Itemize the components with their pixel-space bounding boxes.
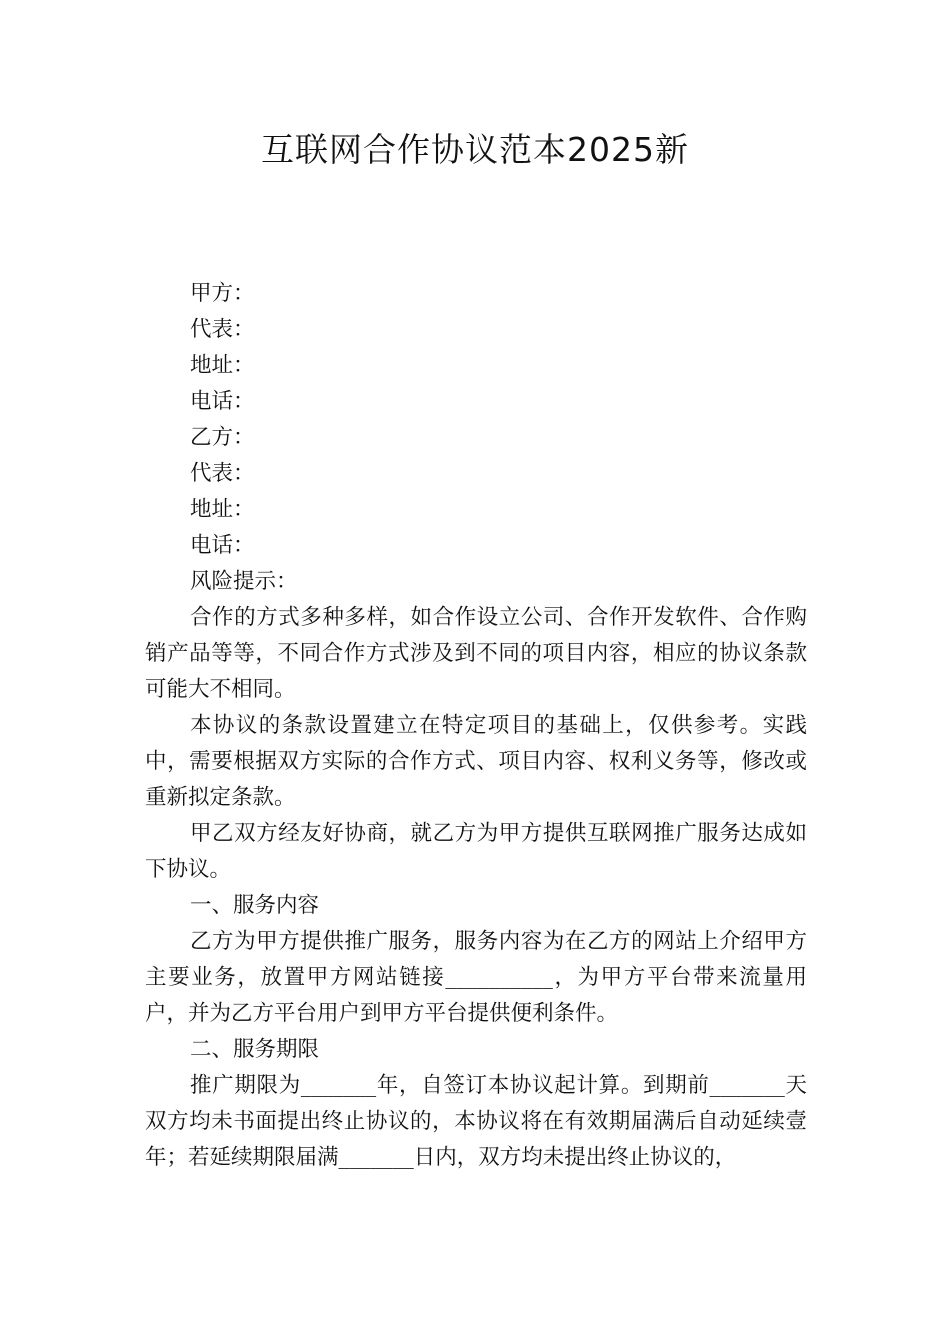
risk-paragraph-2: 本协议的条款设置建立在特定项目的基础上，仅供参考。实践中，需要根据双方实际的合作方式、项目内容、权利义务等，修改或重新拟定条款。 [145, 713, 807, 810]
risk-paragraph-1: 合作的方式多种多样，如合作设立公司、合作开发软件、合作购销产品等等，不同合作方式涉及到不同的项目内容，相应的协议条款可能大不相同。 [145, 605, 807, 702]
party-a-label: 甲方： [190, 281, 255, 306]
document-title: 互联网合作协议范本2025新 [261, 130, 689, 169]
section-1-heading: 一、服务内容 [190, 893, 320, 918]
party-a-representative-label: 代表： [190, 317, 255, 342]
party-b-address-label: 地址： [190, 497, 255, 522]
risk-heading: 风险提示： [190, 569, 298, 594]
party-b-representative-label: 代表： [190, 461, 255, 486]
section-2-heading: 二、服务期限 [190, 1037, 320, 1062]
section-1-text: 乙方为甲方提供推广服务，服务内容为在乙方的网站上介绍甲方主要业务，放置甲方网站链接__________，为甲方平台带来流量用户，并为乙方平台用户到甲方平台提供便利条件。 [145, 929, 807, 1026]
party-b-label: 乙方： [190, 425, 255, 450]
party-a-address-label: 地址： [190, 353, 255, 378]
party-a-phone-label: 电话： [190, 389, 255, 414]
section-2-text: 推广期限为_______年，自签订本协议起计算。到期前_______天双方均未书面提出终止协议的，本协议将在有效期届满后自动延续壹年；若延续期限届满_______日内，双方均未提出终止协议的， [145, 1073, 807, 1170]
party-b-phone-label: 电话： [190, 533, 255, 558]
document-body [145, 276, 807, 1176]
intro-paragraph: 甲乙双方经友好协商，就乙方为甲方提供互联网推广服务达成如下协议。 [145, 821, 807, 882]
